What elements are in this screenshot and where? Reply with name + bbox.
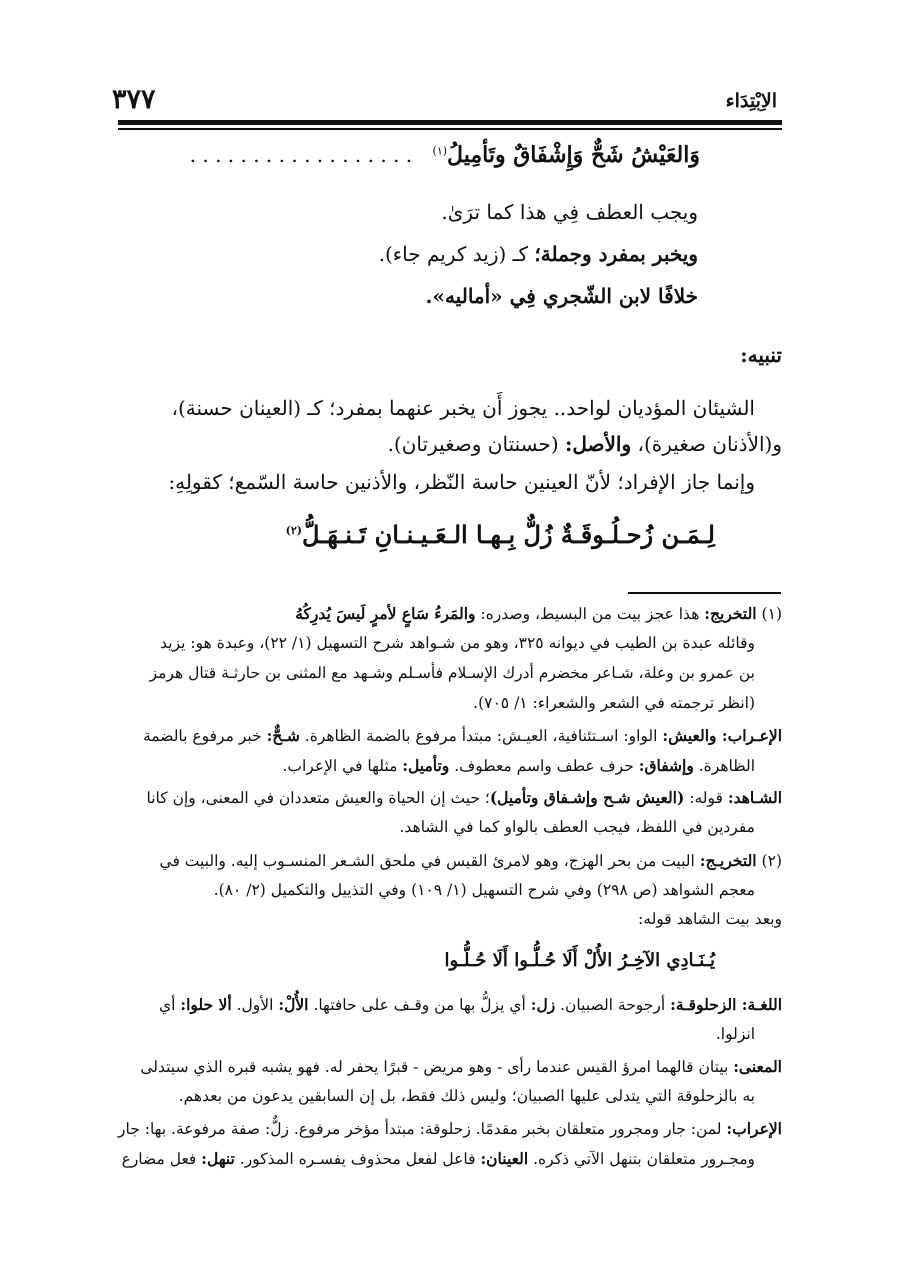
header-rule-thick bbox=[118, 120, 782, 125]
footnote-1-line-3: بن عمرو بن وعلة، شـاعر مخضرم أدرك الإسـلام فأسـلم وشـهد مع المثنى بن حارثـة قتال هرمز bbox=[149, 664, 755, 682]
lugha-b: زل: bbox=[530, 995, 556, 1014]
lugha-c: أي يزلُّ بها من وقـف على حافتها. bbox=[308, 996, 531, 1014]
lugha-d: الأُلْ: bbox=[278, 995, 309, 1014]
irab-2-line-1 bbox=[118, 1119, 782, 1138]
irab-1-l2d: وتأميل: bbox=[402, 756, 450, 775]
irab-2-label: الإعراب: bbox=[726, 1119, 782, 1138]
main-line-3: خلافًا لابن الشّجري فِي «أماليه». bbox=[425, 284, 698, 308]
main-line-2-bold: ويخبر بمفرد وجملة؛ bbox=[534, 242, 698, 266]
mana-line-1 bbox=[118, 1057, 782, 1076]
verse-top-text: وَالعَيْشُ شَحٌّ وَإِشْفَاقٌ وتَأمِيلُ bbox=[447, 142, 700, 168]
mana-line-2: به بالزحلوقة التي يتدلى عليها الصبيان؛ وليس ذلك فقط، بل إن السابقين يدعون من بعدهم. bbox=[178, 1087, 755, 1105]
main-line-2-rest: كـ (زيد كريم جاء). bbox=[378, 242, 535, 266]
para-line-2-c: (حسنتان وصغيرتان). bbox=[387, 432, 566, 456]
irab-1-l2a: الظاهرة. bbox=[693, 757, 755, 775]
footnote-separator bbox=[628, 592, 781, 594]
irab-2-l2e: فعل مضارع bbox=[121, 1150, 202, 1168]
shahid-line-1 bbox=[118, 788, 782, 807]
footnote-1-number: (١) bbox=[761, 605, 782, 623]
irab-1-c: خبر مرفوع بالضمة bbox=[142, 727, 267, 745]
para-line-1: الشيئان المؤديان لواحد.. يجوز أَن يخبر عنهما بمفرد؛ كـ (العينان حسنة)، bbox=[171, 396, 755, 420]
mana-a: بيتان قالهما امرؤ القيس عندما رأى - وهو مريض - قبرًا يحفر له. فهو يشبه قبره الذي سيتدلى bbox=[140, 1058, 734, 1076]
footnote-ref-2[interactable]: (٢) bbox=[285, 524, 302, 537]
footnote-2-number: (٢) bbox=[761, 852, 782, 870]
irab-1-line-2 bbox=[118, 756, 755, 775]
footnote-2-a: البيت من بحر الهزج، وهو لامرئ القيس في ملحق الشـعر المنسـوب إليه. والبيت في bbox=[159, 852, 700, 870]
footnote-1-line-4: (انظر ترجمته في الشعر والشعراء: ١/ ٧٠٥). bbox=[473, 694, 755, 712]
para-line-3: وإنما جاز الإفراد؛ لأنّ العينين حاسة النّظر، والأذنين حاسة السّمع؛ كقولِهِ: bbox=[168, 470, 755, 494]
lugha-g: أي bbox=[158, 996, 181, 1014]
irab-1-a: الواو: اسـتئنافية، العيـش: مبتدأ مرفوع بالضمة الظاهرة. bbox=[299, 727, 663, 745]
lugha-label: اللغـة: الزحلوقـة: bbox=[670, 995, 782, 1014]
shahid-b: (العيش شـح وإشـفاق وتأميل) bbox=[489, 788, 685, 807]
section-heading: تنبيه: bbox=[740, 343, 782, 367]
irab-2-l2d: تنهل: bbox=[201, 1149, 235, 1168]
verse-2 bbox=[118, 520, 715, 549]
irab-1-line-1 bbox=[118, 726, 782, 745]
footnote-1-label: التخريج: bbox=[704, 604, 757, 623]
para-line-2-b: والأصل: bbox=[565, 432, 632, 456]
irab-1-l2b: وإشفاق: bbox=[638, 756, 694, 775]
shahid-c: ؛ حيث إن الحياة والعيش متعددان في المعنى، وإن كانا bbox=[146, 789, 490, 807]
footnote-1-b: والمَرءُ سَاعٍ لأمرٍ لَيسَ يُدرِكُهُ bbox=[295, 604, 476, 623]
shahid-line-2: مفردين في اللفظ، فيجب العطف بالواو كما في الشاهد. bbox=[399, 818, 755, 836]
footnote-2-verse: يُـنَـادِي الآخِـرُ الأُلْ أَلَا حُـلُّـوا أَلَا حُـلُّـوا bbox=[444, 950, 715, 971]
irab-2-a: لمن: جار ومجرور متعلقان بخبر مقدمًا. زحلوقة: مبتدأ مؤخر مرفوع. زلٌّ: صفة مرفوعة. بها: جار bbox=[118, 1120, 727, 1138]
page-number: ٣٧٧ bbox=[112, 84, 156, 115]
para-line-2-a: و(الأذنان صغيرة)، bbox=[631, 432, 782, 456]
footnote-1-a: هذا عجز بيت من البسيط، وصدره: bbox=[475, 605, 705, 623]
main-line-1: ويجب العطف فِي هذا كما ترَىٰ. bbox=[441, 200, 698, 224]
lugha-line-1 bbox=[118, 995, 782, 1014]
footnote-2-label: التخريـج: bbox=[699, 851, 757, 870]
footnote-2-line-1 bbox=[118, 851, 782, 870]
para-line-2 bbox=[118, 432, 782, 456]
footnote-2-line-3: وبعد بيت الشاهد قوله: bbox=[638, 910, 782, 928]
footnote-ref-1[interactable]: (١) bbox=[432, 144, 448, 158]
main-line-2 bbox=[118, 242, 698, 266]
irab-2-l2c: فاعل لفعل محذوف يفسـره المذكور. bbox=[234, 1150, 481, 1168]
lugha-e: الأول. bbox=[231, 996, 279, 1014]
irab-2-l2a: ومجـرور متعلقان بتنهل الآتي ذكره. bbox=[528, 1150, 755, 1168]
lugha-line-2: انزلوا. bbox=[715, 1025, 755, 1043]
mana-label: المعنى: bbox=[733, 1057, 782, 1076]
irab-1-l2e: مثلها في الإعراب. bbox=[282, 757, 403, 775]
header-rule-thin bbox=[118, 128, 782, 130]
irab-2-line-2 bbox=[118, 1149, 755, 1168]
footnote-2-line-2: معجم الشواهد (ص ٢٩٨) وفي شرح التسهيل (١/ ١٠٩) وفي التذييل والتكميل (٢/ ٨٠). bbox=[213, 881, 755, 899]
footnote-1-line-2: وقائله عبدة بن الطيب في ديوانه ٣٢٥، وهو من شـواهد شرح التسهيل (١/ ٢٢)، وعبدة هو: يزيد bbox=[160, 634, 755, 652]
irab-1-label: الإعـراب: والعيش: bbox=[662, 726, 782, 745]
running-header-title: الاِبْتِدَاء bbox=[725, 90, 777, 112]
irab-1-b: شـحٌّ: bbox=[266, 726, 300, 745]
lugha-f: ألا حلوا: bbox=[180, 995, 232, 1014]
irab-1-l2c: حرف عطف واسم معطوف. bbox=[449, 757, 639, 775]
lugha-a: أرجوحة الصبيان. bbox=[555, 996, 671, 1014]
shahid-a: قوله: bbox=[684, 789, 728, 807]
irab-2-l2b: العينان: bbox=[480, 1149, 529, 1168]
verse-top-dots: . . . . . . . . . . . . . . . . . . bbox=[189, 143, 413, 167]
verse-top bbox=[118, 142, 700, 168]
shahid-label: الشـاهد: bbox=[727, 788, 782, 807]
footnote-1-line-1 bbox=[118, 604, 782, 623]
verse-2-text: لِـمَـن زُحـلُـوقَـةٌ زُلٌّ بِـهـا الـعَـيـنـانِ تَـنـهَـلُّ bbox=[301, 520, 715, 549]
